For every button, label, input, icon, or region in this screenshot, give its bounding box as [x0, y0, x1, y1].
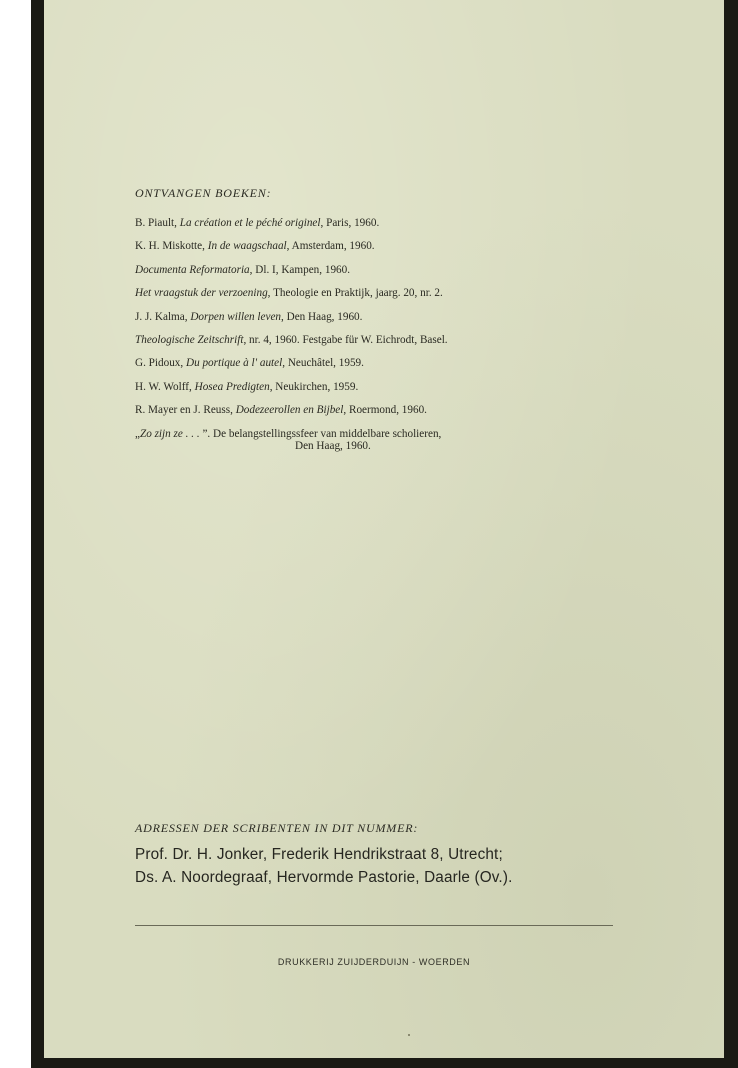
book-title: Theologische Zeitschrift: [135, 334, 244, 347]
book-title: Du portique à l' autel: [185, 357, 283, 370]
list-item: H. W. Wolff, Hosea Predigten, Neukirchen, 1959.: [135, 380, 359, 393]
scan-edge-right: [724, 0, 738, 1068]
book-title: Hosea Predigten: [194, 380, 270, 393]
scan-speck: [408, 1034, 410, 1036]
addresses-heading: ADRESSEN DER SCRIBENTEN IN DIT NUMMER:: [135, 821, 419, 835]
list-item: Theologische Zeitschrift, nr. 4, 1960. Festgabe für W. Eichrodt, Basel.: [135, 334, 448, 347]
divider-rule: [135, 925, 613, 926]
book-title: In de waagschaal: [207, 240, 287, 253]
printer-imprint: DRUKKERIJ ZUIJDERDUIJN - WOERDEN: [277, 957, 471, 967]
list-item: J. J. Kalma, Dorpen willen leven, Den Haag, 1960.: [135, 310, 363, 323]
received-books-heading: ONTVANGEN BOEKEN:: [135, 186, 272, 200]
book-title: La création et le péché originel: [179, 217, 321, 229]
book-title: Documenta Reformatoria: [135, 263, 250, 276]
book-title: Het vraagstuk der verzoening: [135, 287, 268, 300]
book-title: Zo zijn ze . . .: [139, 427, 203, 440]
list-item: Documenta Reformatoria, Dl. I, Kampen, 1960.: [135, 263, 351, 276]
list-item: B. Piault, La création et le péché originel, Paris, 1960.: [135, 217, 380, 229]
scan-edge-bottom: [31, 1058, 731, 1068]
scan-edge-left: [31, 0, 45, 1068]
list-item: R. Mayer en J. Reuss, Dodezeerollen en Bijbel, Roermond, 1960.: [135, 404, 427, 417]
address-line-1: Prof. Dr. H. Jonker, Frederik Hendrikstraat 8, Utrecht;: [135, 846, 503, 863]
book-title: Dorpen willen leven: [190, 310, 282, 323]
received-books-list: [135, 212, 695, 446]
list-item-continuation: Den Haag, 1960.: [295, 440, 371, 452]
list-item: Het vraagstuk der verzoening, Theologie en Praktijk, jaarg. 20, nr. 2.: [135, 287, 443, 300]
list-item: K. H. Miskotte, In de waagschaal, Amsterdam, 1960.: [135, 240, 375, 253]
book-title: Dodezeerollen en Bijbel: [235, 404, 344, 417]
list-item: G. Pidoux, Du portique à l' autel, Neuchâtel, 1959.: [135, 357, 364, 370]
document-page: [44, 0, 724, 1058]
address-line-2: Ds. A. Noordegraaf, Hervormde Pastorie, Daarle (Ov.).: [135, 869, 513, 886]
list-item: „Zo zijn ze . . . ”. De belangstellingssfeer van middelbare scholieren,: [135, 427, 442, 440]
